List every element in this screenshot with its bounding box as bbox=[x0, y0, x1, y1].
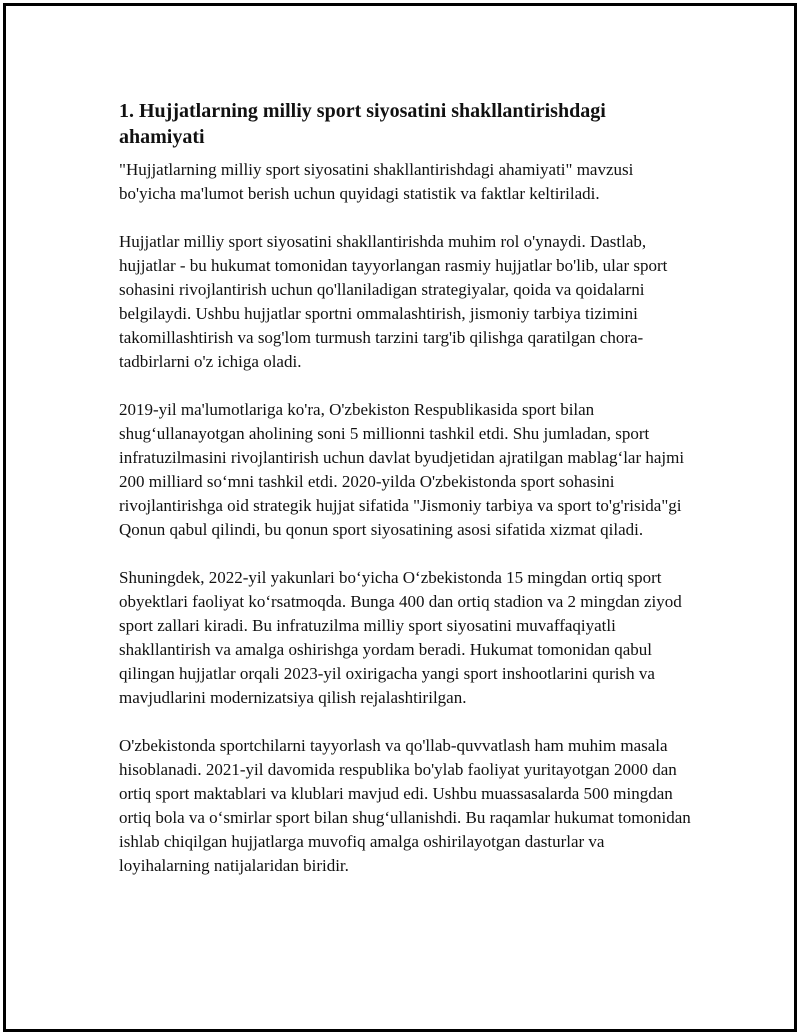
paragraph-2019-statistics: 2019-yil ma'lumotlariga ko'ra, O'zbekiston Respublikasida sport bilan shug‘ullanayotgan aholining soni 5 millionni tashkil etdi. Shu jumladan, sport infratuzilmasini rivojlantirish uchun davlat byudjetidan ajratilgan mablag‘lar hajmi 200 milliard so‘mni tashkil etdi. 2020-yilda O'zbekistonda sport sohasini rivojlantirishga oid strategik hujjat sifatida "Jismoniy tarbiya va sport to'g'risida"gi Qonun qabul qilindi, bu qonun sport siyosatining asosi sifatida xizmat qiladi. bbox=[119, 400, 685, 539]
section-heading: 1. Hujjatlarning milliy sport siyosatini shakllantirishdagi ahamiyati bbox=[119, 100, 606, 148]
paragraph-2022-infrastructure: Shuningdek, 2022-yil yakunlari bo‘yicha O‘zbekistonda 15 mingdan ortiq sport obyektlari faoliyat ko‘rsatmoqda. Bunga 400 dan ortiq stadion va 2 mingdan ziyod sport zallari kiradi. Bu infratuzilma milliy sport siyosatini muvaffaqiyatli shakllantirish va amalga oshirishga yordam beradi. Hukumat tomonidan qabul qilingan hujjatlar orqali 2023-yil oxirigacha yangi sport inshootlarini qurish va mavjudlarini modernizatsiya qilish rejalashtirilgan. bbox=[119, 568, 682, 707]
paragraph-role-of-documents: Hujjatlar milliy sport siyosatini shakllantirishda muhim rol o'ynaydi. Dastlab, hujjatlar - bu hukumat tomonidan tayyorlangan rasmiy hujjatlar bo'lib, ular sport sohasini rivojlantirish uchun qo'llaniladigan strategiyalar, qoida va qoidalarni belgilaydi. Ushbu hujjatlar sportni ommalashtirish, jismoniy tarbiya tizimini takomillashtirish va sog'lom turmush tarzini targ'ib qilishga qaratilgan chora-tadbirlarni o'z ichiga oladi. bbox=[119, 232, 668, 371]
paragraph-intro: "Hujjatlarning milliy sport siyosatini shakllantirishdagi ahamiyati" mavzusi bo'yicha ma'lumot berish uchun quyidagi statistik va faktlar keltiriladi. bbox=[119, 160, 634, 203]
document-content bbox=[119, 98, 694, 878]
document-page bbox=[3, 3, 797, 1032]
paragraph-athlete-training: O'zbekistonda sportchilarni tayyorlash va qo'llab-quvvatlash ham muhim masala hisoblanadi. 2021-yil davomida respublika bo'ylab faoliyat yuritayotgan 2000 dan ortiq sport maktablari va klublari mavjud edi. Ushbu muassasalarda 500 mingdan ortiq bola va o‘smirlar sport bilan shug‘ullanishdi. Bu raqamlar hukumat tomonidan ishlab chiqilgan hujjatlarga muvofiq amalga oshirilayotgan dasturlar va loyihalarning natijalaridan biridir. bbox=[119, 736, 691, 875]
